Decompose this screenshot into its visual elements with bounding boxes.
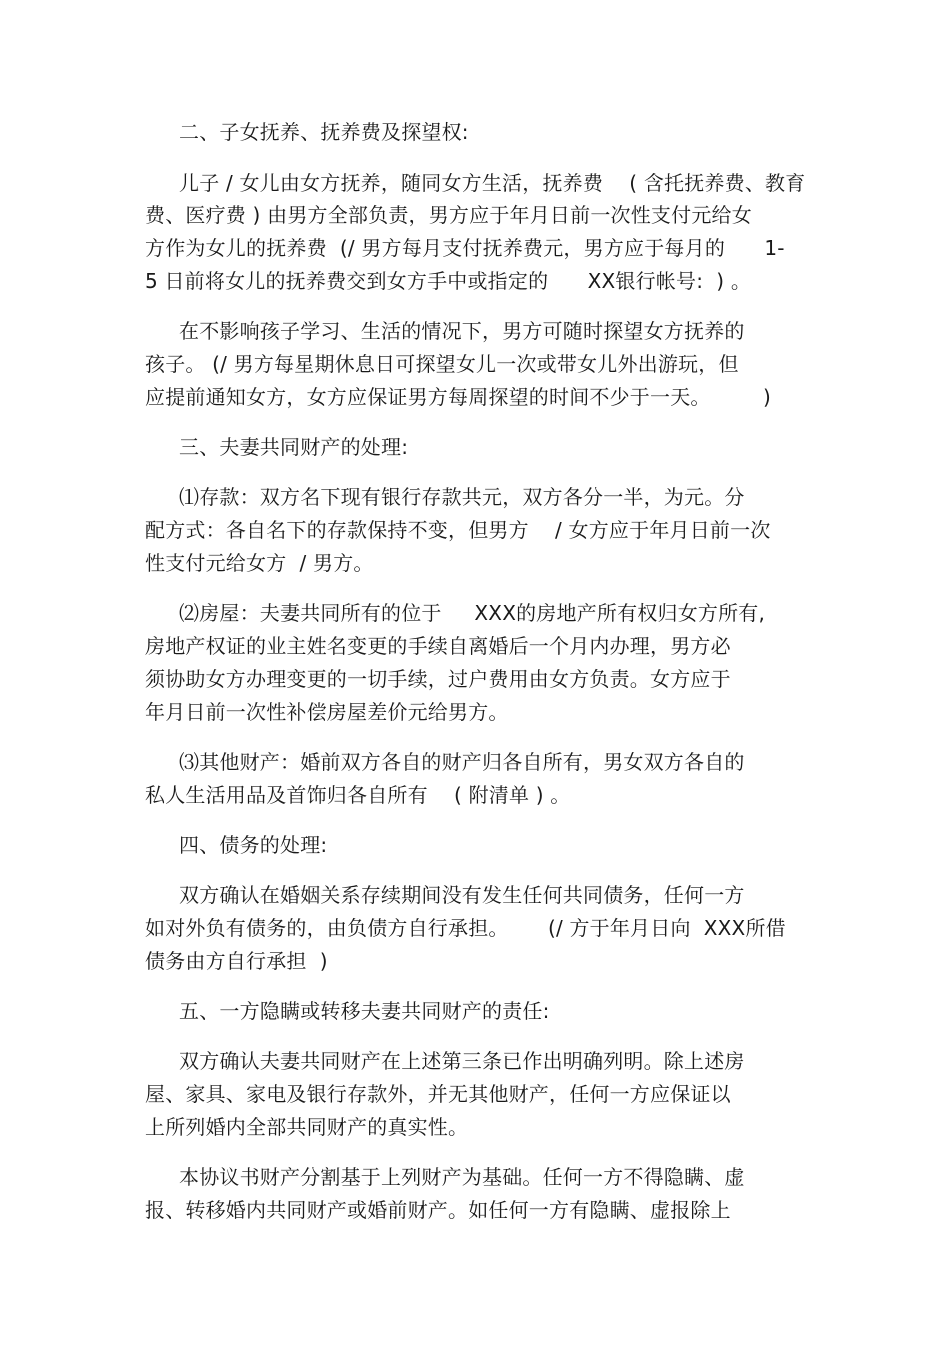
paragraph-line: 须协助女方办理变更的一切手续，过户费用由女方负责。女方应于	[145, 667, 731, 691]
paragraph-line: 儿子 / 女儿由女方抚养，随同女方生活，抚养费 ( 含托抚养费、教育	[179, 171, 806, 195]
paragraph-line: 费、医疗费 ) 由男方全部负责，男方应于年月日前一次性支付元给女	[145, 203, 752, 227]
paragraph-line: 5 日前将女儿的抚养费交到女方手中或指定的 XX银行帐号: ) 。	[145, 269, 752, 293]
section-heading-3: 三、夫妻共同财产的处理:	[179, 435, 409, 459]
paragraph-line: 配方式：各自名下的存款保持不变，但男方 / 女方应于年月日前一次	[145, 518, 771, 542]
paragraph-line: 房地产权证的业主姓名变更的手续自离婚后一个月内办理，男方必	[145, 634, 731, 658]
paragraph-line: 方作为女儿的抚养费 (/ 男方每月支付抚养费元，男方应于每月的 1-	[145, 236, 785, 260]
paragraph-line: 如对外负有债务的，由负债方自行承担。 (/ 方于年月日向 XXX所借	[145, 916, 786, 940]
paragraph-line: 年月日前一次性补偿房屋差价元给男方。	[145, 700, 509, 724]
paragraph-line: 应提前通知女方，女方应保证男方每周探望的时间不少于一天。 )	[145, 385, 772, 409]
paragraph-line: 双方确认夫妻共同财产在上述第三条已作出明确列明。除上述房	[179, 1049, 745, 1073]
paragraph-line: 债务由方自行承担 )	[145, 949, 328, 973]
section-heading-5: 五、一方隐瞒或转移夫妻共同财产的责任:	[179, 999, 550, 1023]
paragraph-line: ⑶其他财产：婚前双方各自的财产归各自所有，男女双方各自的	[179, 750, 745, 774]
paragraph-line: 私人生活用品及首饰归各自所有 ( 附清单 ) 。	[145, 783, 571, 807]
paragraph-line: 本协议书财产分割基于上列财产为基础。任何一方不得隐瞒、虚	[179, 1165, 745, 1189]
paragraph-line: 在不影响孩子学习、生活的情况下，男方可随时探望女方抚养的	[179, 319, 745, 343]
paragraph-line: 性支付元给女方 / 男方。	[145, 551, 374, 575]
paragraph-line: ⑵房屋：夫妻共同所有的位于 XXX的房地产所有权归女方所有,	[179, 601, 766, 625]
paragraph-line: 孩子。 (/ 男方每星期休息日可探望女儿一次或带女儿外出游玩，但	[145, 352, 739, 376]
section-heading-4: 四、债务的处理:	[179, 833, 328, 857]
paragraph-line: 双方确认在婚姻关系存续期间没有发生任何共同债务，任何一方	[179, 883, 745, 907]
paragraph-line: 报、转移婚内共同财产或婚前财产。如任何一方有隐瞒、虚报除上	[145, 1198, 731, 1222]
paragraph-line: 屋、家具、家电及银行存款外，并无其他财产，任何一方应保证以	[145, 1082, 731, 1106]
paragraph-line: ⑴存款：双方名下现有银行存款共元，双方各分一半，为元。分	[179, 485, 745, 509]
paragraph-line: 上所列婚内全部共同财产的真实性。	[145, 1115, 469, 1139]
section-heading-2: 二、子女抚养、抚养费及探望权:	[179, 120, 469, 144]
